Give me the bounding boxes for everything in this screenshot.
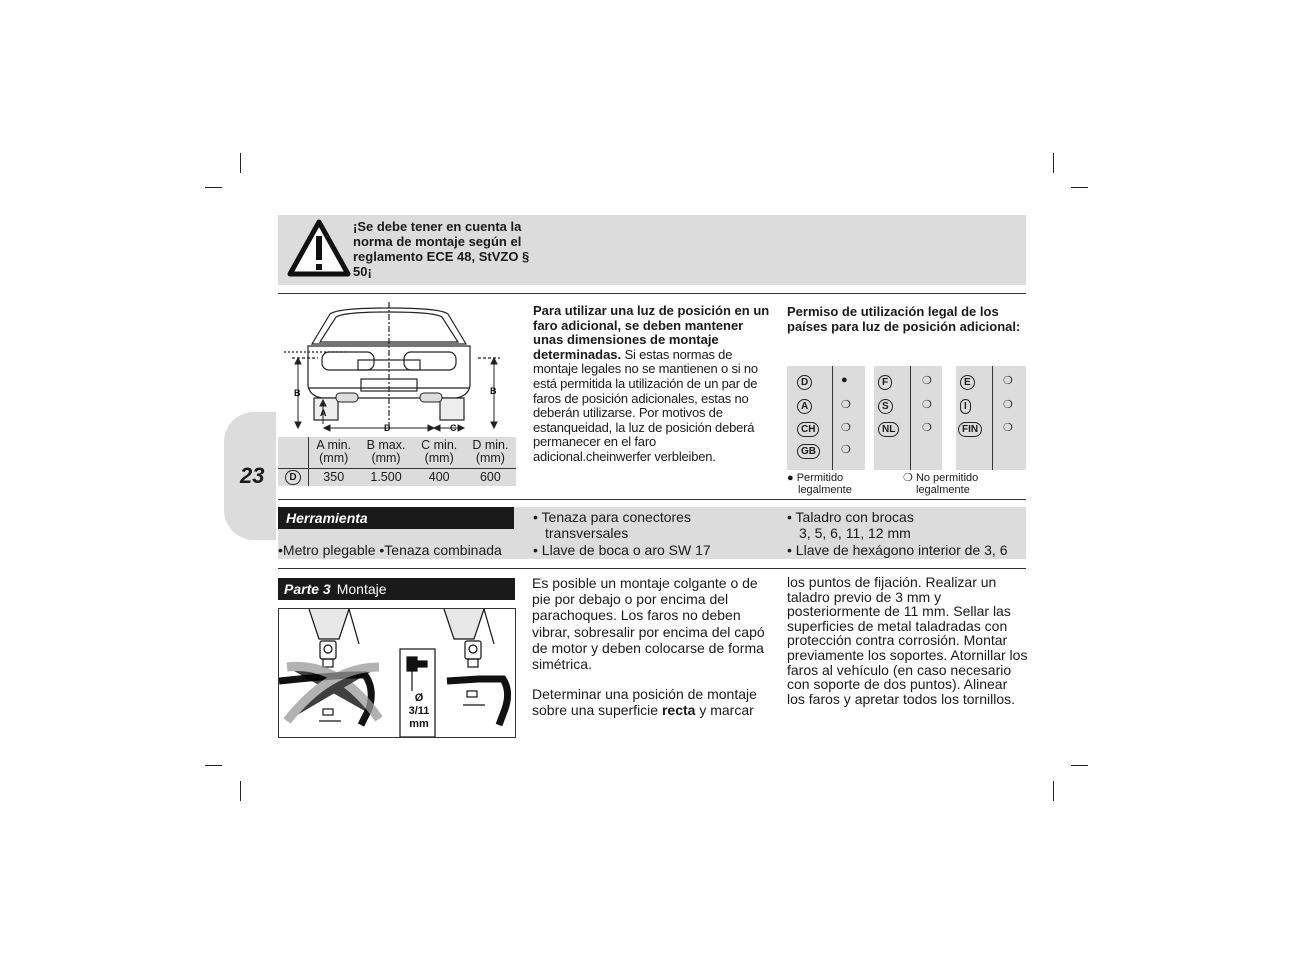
permitted-icon: ● [787,472,794,484]
country-e: E [960,375,975,390]
header-a: A min. (mm) [316,438,352,466]
crop-mark [205,765,222,766]
mark-i: ❍ [1003,399,1013,411]
warning-text: ¡Se debe tener en cuenta la norma de montaje según el reglamento ECE 48, StVZO § 50¡ [353,219,530,279]
country-group [956,366,1026,470]
crop-mark [1053,153,1054,173]
value-a: 350 [323,470,345,485]
label-b-right: B [490,386,497,396]
crop-mark [1071,765,1088,766]
crop-mark [205,187,222,188]
drill-label: Ø [414,692,424,704]
page-number: 23 [240,463,265,488]
car-front-diagram [278,300,516,435]
mark-d: ● [841,374,848,386]
divider [278,499,1026,500]
label-c: C [450,423,457,433]
header-b: B max. (mm) [366,438,406,466]
mark-gb: ❍ [841,444,851,456]
label-a: A [320,408,327,418]
drill-label: 3/11 [408,705,430,717]
mark-a: ❍ [841,399,851,411]
mounting-diagram [278,608,516,738]
mark-fin: ❍ [1003,422,1013,434]
country-f: F [878,375,892,390]
mark-nl: ❍ [922,422,932,434]
label-d: D [384,423,391,433]
crop-mark [240,781,241,801]
country-nl: NL [878,422,899,437]
value-b: 1.500 [370,470,402,485]
tools-col3: • Taladro con brocas 3, 5, 6, 11, 12 mm • Llave de hexágono interior de 3, 6 [787,509,1008,558]
label-b-left: B [294,388,301,398]
crop-mark [1053,781,1054,801]
dimension-table [278,437,516,486]
drill-label: mm [409,718,429,730]
country-d: D [797,375,812,390]
mark-ch: ❍ [841,422,851,434]
divider [278,568,1026,569]
country-permission-grid [787,366,1026,470]
mounting-text-col3: los puntos de fijación. Realizar un taladro previo de 3 mm y posteriormente de 11 mm. Sellar las superficies de metal taladradas con protección contra corrosión. Montar previamente los soportes. Atornillar los faros al vehículo (en caso necesario con soporte de dos puntos). Alinear los faros y apretar todos los tornillos. [787,574,1028,707]
value-d: 600 [479,470,501,485]
country-ch: CH [797,422,819,437]
tools-col2: • Tenaza para conectores transversales • Llave de boca o aro SW 17 [533,509,711,558]
crop-mark [240,153,241,173]
dimensions-text: Para utilizar una luz de posición en un faro adicional, se deben mantener unas dimensiones de montaje determinadas. Si estas normas de montaje legales no se mantienen o si no está permitida la utilización de un par de faros de posición adicionales, estas no deberán utilizarse. Por motivos de estanqueidad, la luz de posición deberá permanecer en el faro adicional.cheinwerfer verbleiben. [533,303,770,464]
divider [278,293,1026,294]
mounting-text-col2: Es posible un montaje colgante o de pie por debajo o por encima del parachoques. Los faros no deben vibrar, sobresalir por encima del capó de motor y deben colocarse de forma simétrica. Determinar una posición de montaje sobre una superficie recta y marcar [532,575,765,719]
country-fin: FIN [958,422,982,437]
country-a: A [797,399,812,414]
crop-mark [1071,187,1088,188]
not-permitted-icon: ❍ [903,472,913,484]
country-code-d: D [285,470,300,485]
mounting-illustration [279,609,515,737]
header-c: C min. (mm) [421,438,458,466]
country-group [874,366,942,470]
permission-heading: Permiso de utilización legal de los países para luz de posición adicional: [787,304,1021,334]
part3-heading: Parte 3 Montaje [278,578,515,600]
value-c: 400 [428,470,450,485]
mark-s: ❍ [922,399,932,411]
tools-heading: Herramienta [278,507,514,529]
country-s: S [878,399,893,414]
country-i: I [960,399,971,414]
tools-col1: •Metro plegable •Tenaza combinada [278,542,502,558]
country-gb: GB [797,444,820,459]
mark-f: ❍ [922,375,932,387]
country-group [787,366,865,470]
header-d: D min. (mm) [472,438,509,466]
warning-triangle-icon [286,218,352,278]
mark-e: ❍ [1003,375,1013,387]
